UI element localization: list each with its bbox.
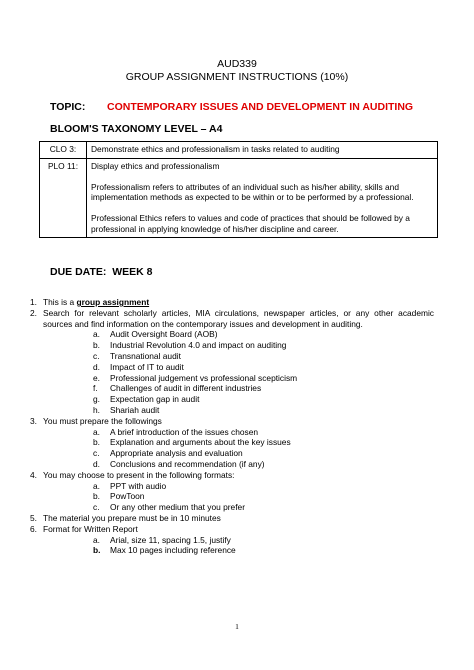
sub-item: b. Industrial Revolution 4.0 and impact on auditing bbox=[93, 340, 287, 351]
plo-code: PLO 11: bbox=[40, 158, 87, 238]
list-item bbox=[30, 524, 434, 535]
plo-description bbox=[87, 158, 438, 238]
group-assignment-emphasis: group assignment bbox=[76, 297, 150, 307]
list-item bbox=[30, 513, 434, 524]
plo-line: Display ethics and professionalism bbox=[91, 160, 220, 171]
sub-item: c. Appropriate analysis and evaluation bbox=[93, 448, 243, 459]
sub-item: h. Shariah audit bbox=[93, 404, 160, 415]
professional-ethics-definition: Professional Ethics refers to values and code of practices that should be followed by a professional in applying knowledge of his/her discipline and career. bbox=[91, 213, 410, 234]
sub-item: a. A brief introduction of the issues chosen bbox=[93, 426, 259, 437]
blooms-taxonomy-level: BLOOM'S TAXONOMY LEVEL – A4 bbox=[50, 123, 223, 135]
item-text: Format for Written Report bbox=[43, 523, 138, 534]
list-item bbox=[30, 297, 434, 308]
topic-value: CONTEMPORARY ISSUES AND DEVELOPMENT IN AUDITING bbox=[107, 101, 414, 113]
sub-item: b. Explanation and arguments about the key issues bbox=[93, 437, 291, 448]
learning-outcomes-table bbox=[39, 141, 438, 238]
item-text: The material you prepare must be in 10 minutes bbox=[43, 512, 221, 523]
sub-item: c. Transnational audit bbox=[93, 350, 181, 361]
topic-label: TOPIC: bbox=[50, 101, 86, 113]
due-date: DUE DATE: WEEK 8 bbox=[50, 266, 153, 278]
clo-code: CLO 3: bbox=[40, 142, 87, 159]
list-item bbox=[30, 308, 434, 330]
sub-item: c. Or any other medium that you prefer bbox=[93, 502, 245, 513]
table-row-plo bbox=[40, 158, 438, 238]
sub-item: d. Impact of IT to audit bbox=[93, 361, 184, 372]
sub-item: f. Challenges of audit in different industries bbox=[93, 383, 262, 394]
instruction-list bbox=[30, 297, 434, 556]
sub-item: g. Expectation gap in audit bbox=[93, 394, 200, 405]
item-number: 3. bbox=[30, 415, 37, 426]
sub-item: e. Professional judgement vs professional scepticism bbox=[93, 372, 298, 383]
clo-description: Demonstrate ethics and professionalism in tasks related to auditing bbox=[87, 142, 438, 159]
sub-item: d. Conclusions and recommendation (if any) bbox=[93, 458, 265, 469]
page-number: 1 bbox=[235, 622, 239, 631]
sub-item: a. Arial, size 11, spacing 1.5, justify bbox=[93, 534, 231, 545]
professionalism-definition: Professionalism refers to attributes of an individual such as his/her ability, skills and implementation methods as expected to be within or to be performed by a professional. bbox=[91, 181, 414, 202]
document-title: GROUP ASSIGNMENT INSTRUCTIONS (10%) bbox=[125, 71, 349, 83]
course-code: AUD339 bbox=[217, 58, 257, 70]
list-item bbox=[30, 416, 434, 427]
sub-item: b. PowToon bbox=[93, 491, 145, 502]
sub-item: a. PPT with audio bbox=[93, 480, 167, 491]
list-item bbox=[30, 470, 434, 481]
item-number: 2. bbox=[30, 307, 37, 318]
item-number: 4. bbox=[30, 469, 37, 480]
sub-item: b. Max 10 pages including reference bbox=[93, 545, 236, 556]
item-text: Search for relevant scholarly articles, MIA circulations, newspaper articles, or any other academic sources and find information on the contemporary issues and development in auditing. bbox=[43, 307, 434, 329]
item-number: 1. bbox=[30, 297, 37, 307]
item-text: This is a bbox=[43, 297, 77, 307]
item-number: 5. bbox=[30, 512, 37, 523]
table-row-clo bbox=[40, 142, 438, 159]
item-number: 6. bbox=[30, 523, 37, 534]
sub-item: a. Audit Oversight Board (AOB) bbox=[93, 329, 218, 340]
item-text: You may choose to present in the following formats: bbox=[43, 469, 235, 480]
item-text: You must prepare the followings bbox=[43, 415, 162, 426]
